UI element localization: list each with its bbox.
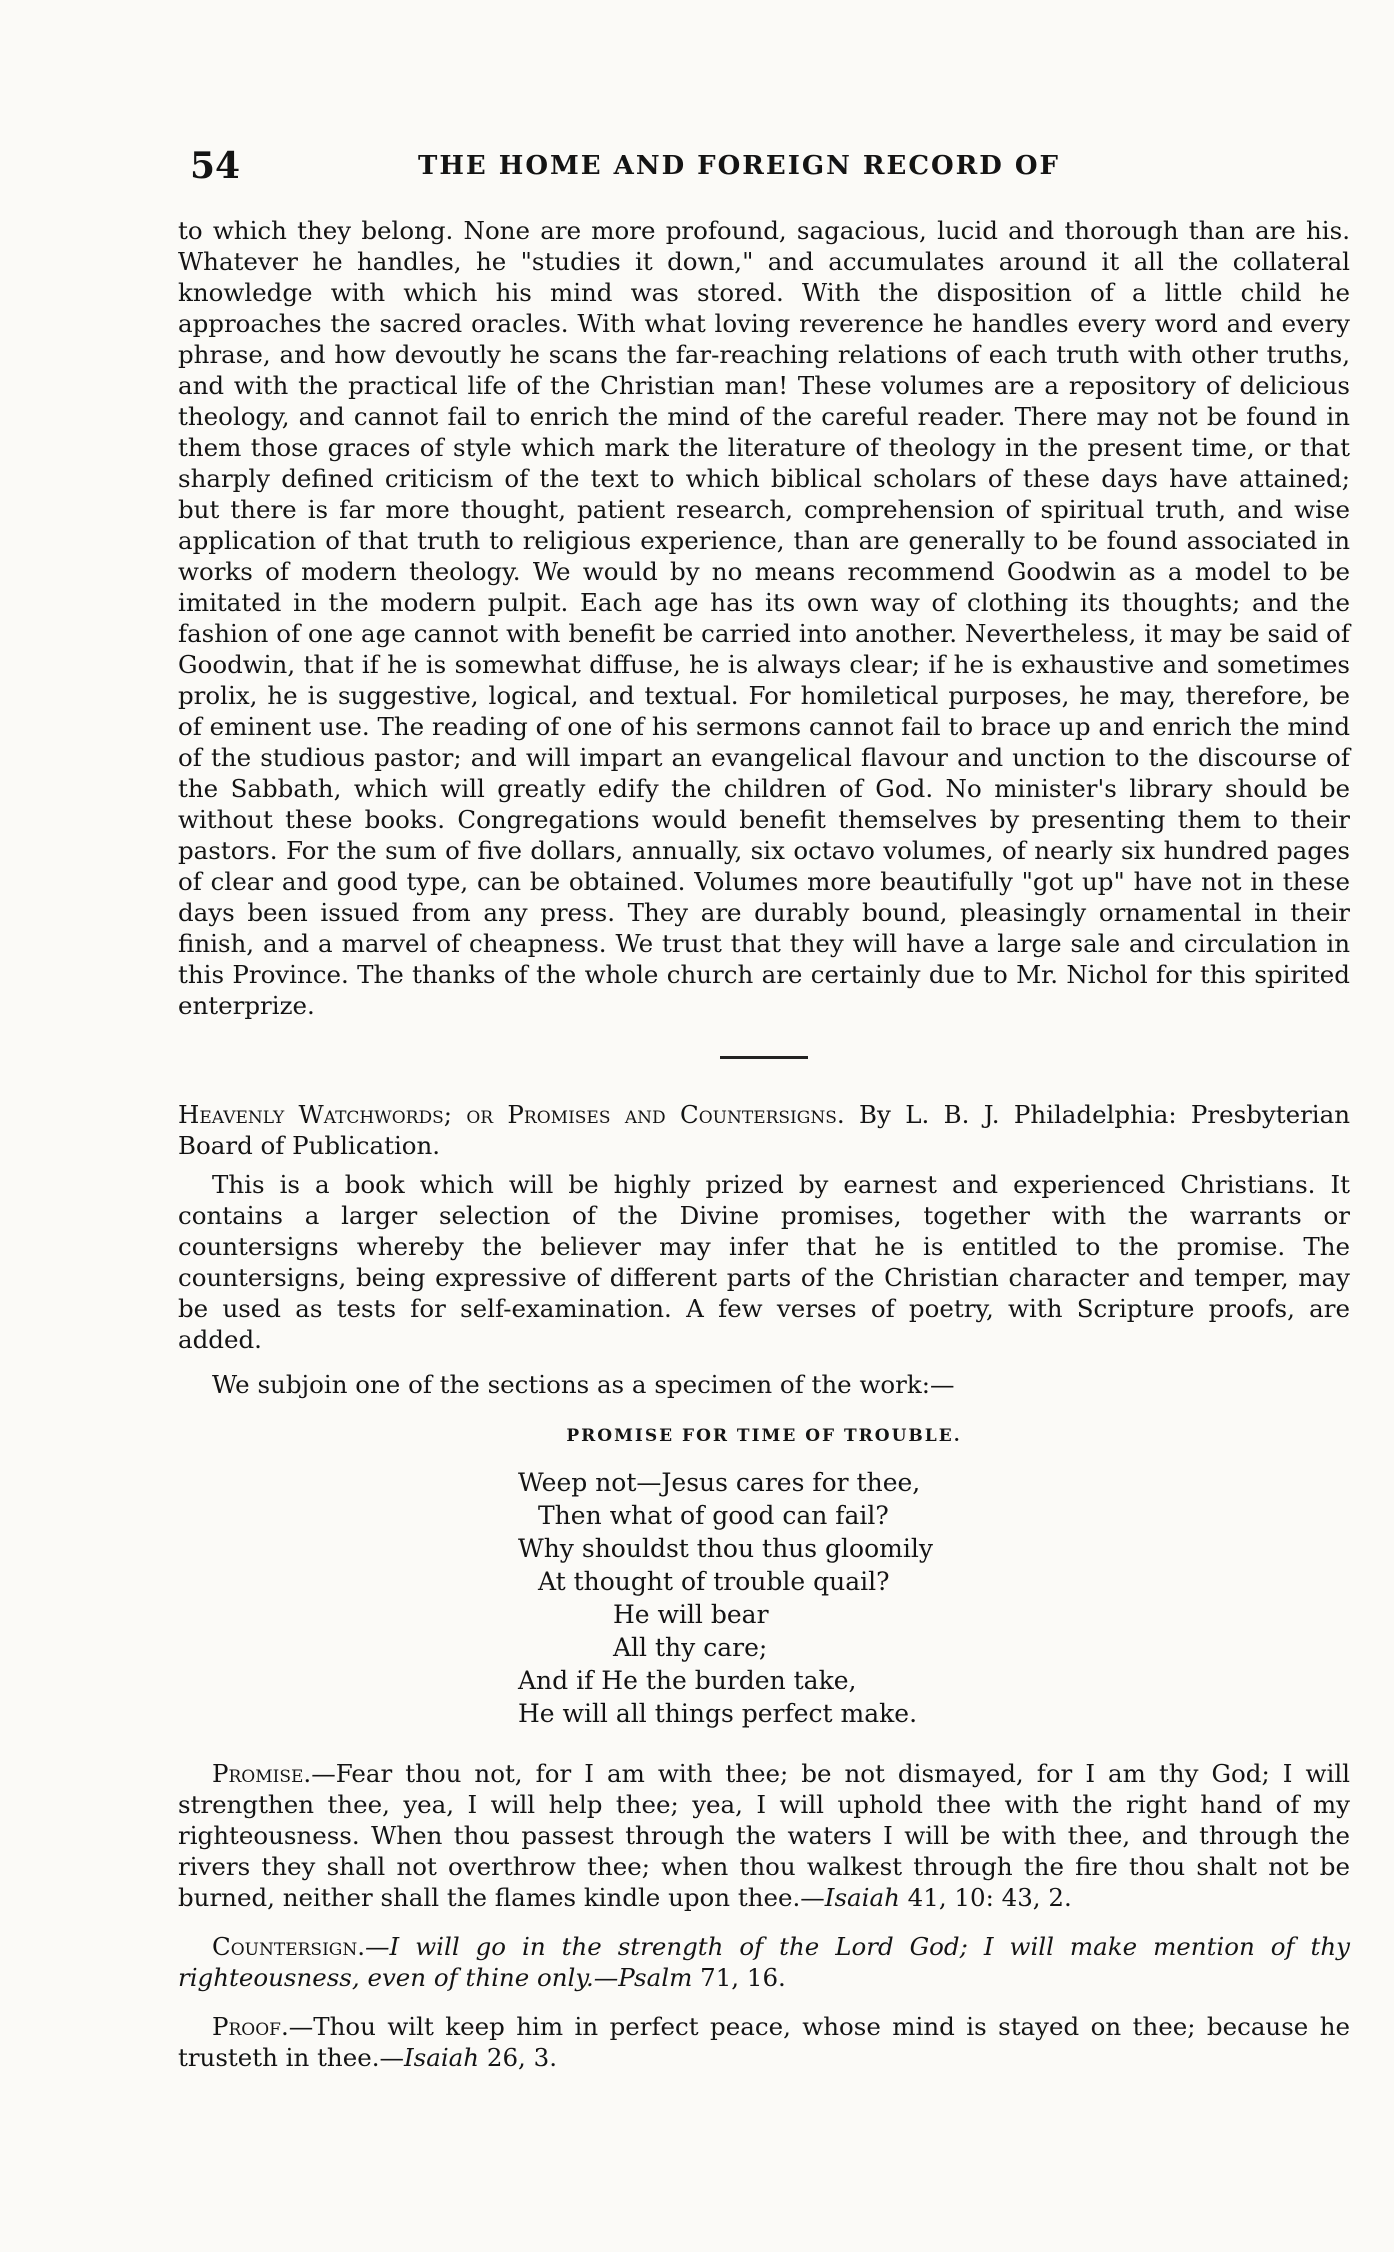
page-header (190, 145, 1350, 190)
poem-line: Weep not—Jesus cares for thee, (518, 1468, 921, 1497)
running-head: THE HOME AND FOREIGN RECORD OF (418, 151, 1060, 181)
poem-line: Then what of good can fail? (538, 1501, 889, 1530)
poem-line: At thought of trouble quail? (538, 1567, 890, 1596)
promise-label: Promise. (212, 1759, 312, 1788)
countersign-verse: 71, 16. (692, 1963, 786, 1992)
page-number: 54 (190, 145, 241, 187)
proof-verse: 26, 3. (479, 2043, 557, 2072)
proof-label: Proof. (212, 2012, 289, 2041)
poem-line: All thy care; (613, 1633, 768, 1662)
promise-paragraph (178, 1758, 1350, 1913)
review-continuation-paragraph: to which they belong. None are more profound, sagacious, lucid and thorough than are his. Whatever he handles, he "studies it down," and accumulates around it all the collateral knowledge with which his mind was stored. With the disposition of a little child he approaches the sacred oracles. With what loving reverence he handles every word and every phrase, and how devoutly he scans the far-reaching relations of each truth with other truths, and with the practical life of the Christian man! These volumes are a repository of delicious theology, and cannot fail to enrich the mind of the careful reader. There may not be found in them those graces of style which mark the literature of theology in the present time, or that sharply defined criticism of the text to which biblical scholars of these days have attained; but there is far more thought, patient research, comprehension of spiritual truth, and wise application of that truth to religious experience, than are generally to be found associated in works of modern theology. We would by no means recommend Goodwin as a model to be imitated in the modern pulpit. Each age has its own way of clothing its thoughts; and the fashion of one age cannot with benefit be carried into another. Nevertheless, it may be said of Goodwin, that if he is somewhat diffuse, he is always clear; if he is exhaustive and sometimes prolix, he is suggestive, logical, and textual. For homiletical purposes, he may, therefore, be of eminent use. The reading of one of his sermons cannot fail to brace up and enrich the mind of the studious pastor; and will impart an evangelical flavour and unction to the discourse of the Sabbath, which will greatly edify the children of God. No minister's library should be without these books. Congregations would benefit themselves by presenting them to their pastors. For the sum of five dollars, annually, six octavo volumes, of nearly six hundred pages of clear and good type, can be obtained. Volumes more beautifully "got up" have not in these days been issued from any press. They are durably bound, pleasingly ornamental in their finish, and a marvel of cheapness. We trust that they will have a large sale and circulation in this Province. The thanks of the whole church are certainly due to Mr. Nichol for this spirited enterprize. (178, 216, 1350, 1020)
poem-line: Why shouldst thou thus gloomily (518, 1534, 933, 1563)
countersign-reference: Psalm (618, 1963, 693, 1992)
review-paragraph-1: This is a book which will be highly prized by earnest and experienced Christians. It contains a larger selection of the Divine promises, together with the warrants or countersigns whereby the believer may infer that he is entitled to the promise. The countersigns, being expressive of different parts of the Christian character and temper, may be used as tests for self-examination. A few verses of poetry, with Scripture proofs, are added. (178, 1170, 1350, 1354)
proof-paragraph (178, 2011, 1350, 2073)
promise-verse: 41, 10: 43, 2. (899, 1883, 1072, 1912)
countersign-text: —I will go in the strength of the Lord God; I will make mention of thy righteousness, even of thine only.— (178, 1932, 1350, 1992)
page-body (178, 215, 1350, 2073)
poem (518, 1466, 1350, 1730)
promise-text: —Fear thou not, for I am with thee; be not dismayed, for I am thy God; I will strengthen thee, yea, I will help thee; yea, I will uphold thee with the right hand of my righteousness. When thou passest through the waters I will be with thee, and through the rivers they shall not overthrow thee; when thou walkest through the fire thou shalt not be burned, neither shall the flames kindle upon thee.— (178, 1759, 1350, 1912)
book-heading (178, 1099, 1350, 1161)
section-divider (720, 1056, 808, 1059)
review-paragraph-2: We subjoin one of the sections as a specimen of the work:— (212, 1370, 955, 1399)
poem-line: He will all things perfect make. (518, 1699, 918, 1728)
proof-reference: Isaiah (403, 2043, 480, 2072)
proof-text: —Thou wilt keep him in perfect peace, whose mind is stayed on thee; because he trusteth in thee.— (178, 2012, 1350, 2072)
promise-reference: Isaiah (824, 1883, 900, 1912)
book-details: By L. B. J. Philadelphia: Presbyterian Board of Publication. (178, 1100, 1350, 1160)
countersign-label: Countersign. (212, 1932, 366, 1961)
poem-line: He will bear (613, 1600, 769, 1629)
poem-title: PROMISE FOR TIME OF TROUBLE. (566, 1426, 962, 1446)
book-title: Heavenly Watchwords; or Promises and Countersigns. (178, 1100, 845, 1129)
poem-line: And if He the burden take, (518, 1666, 857, 1695)
countersign-paragraph (178, 1931, 1350, 1993)
